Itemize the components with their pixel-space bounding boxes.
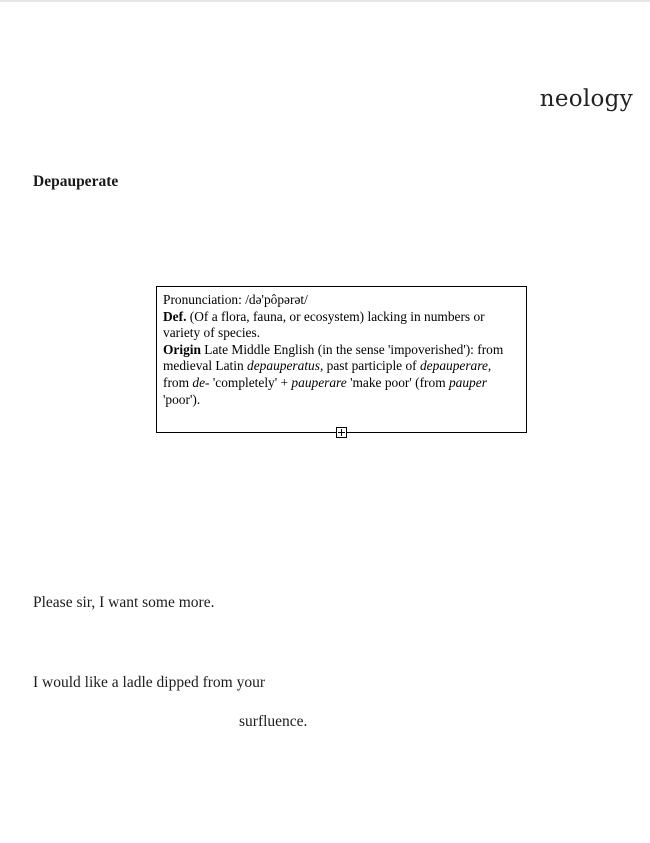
origin-latin-term: pauperare xyxy=(291,374,347,390)
origin-latin-term: depauperare xyxy=(419,358,488,374)
origin-text: Late Middle English (in the sense 'impoverished'): from medieval Latin xyxy=(163,341,504,374)
entry-word-heading: Depauperate xyxy=(33,173,119,190)
origin-text: 'completely' + xyxy=(209,374,292,390)
pronunciation-line: Pronunciation: /də'pôpərət/ xyxy=(163,292,308,307)
expand-box-plus-icon[interactable] xyxy=(336,427,347,438)
origin-text: 'poor'). xyxy=(163,391,201,407)
poem-line-2: I would like a ladle dipped from your xyxy=(33,674,266,691)
origin-latin-term: pauper xyxy=(448,374,487,390)
poem-line-1: Please sir, I want some more. xyxy=(33,594,215,611)
origin-paragraph xyxy=(163,342,520,408)
poem-line-3: surfluence. xyxy=(239,713,308,730)
origin-latin-term: de- xyxy=(192,374,210,390)
origin-text: , from xyxy=(163,358,492,390)
masthead-title: neology xyxy=(539,86,633,112)
definition-box xyxy=(156,286,527,433)
origin-label: Origin xyxy=(163,341,201,357)
definition-paragraph xyxy=(163,309,520,342)
definition-label: Def. xyxy=(163,308,187,324)
origin-text: 'make poor' (from xyxy=(346,374,449,390)
top-rule xyxy=(0,0,650,2)
origin-latin-term: depauperatus xyxy=(247,358,320,374)
origin-text: , past participle of xyxy=(319,358,420,374)
definition-text: (Of a flora, fauna, or ecosystem) lacking in numbers or variety of species. xyxy=(163,308,485,341)
